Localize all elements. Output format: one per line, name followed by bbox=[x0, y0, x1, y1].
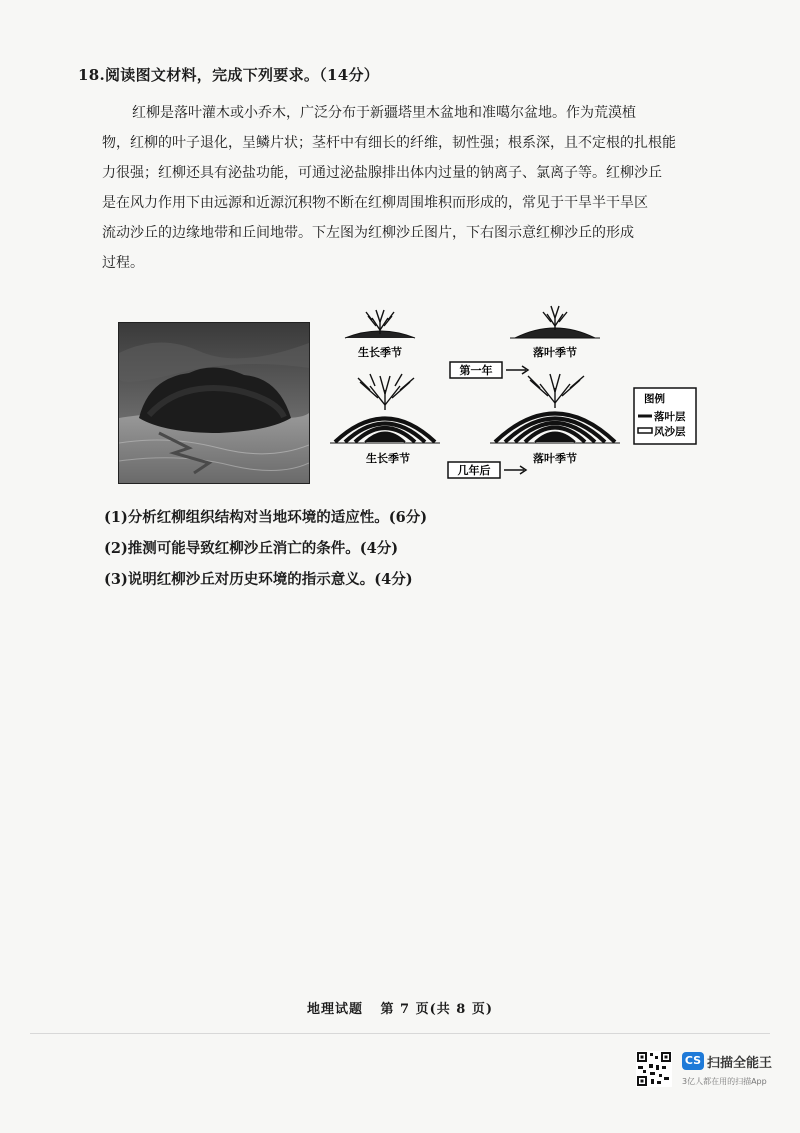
label-growing-season-bottom: 生长季节 bbox=[366, 452, 410, 465]
passage bbox=[102, 98, 722, 278]
years-later-growing-sketch bbox=[330, 374, 440, 443]
sub-question-1: (1)分析红柳组织结构对当地环境的适应性。(6分) bbox=[104, 509, 428, 526]
label-fall-season-bottom: 落叶季节 bbox=[533, 452, 577, 465]
footer-page-number: 第 7 页(共 8 页) bbox=[380, 1002, 494, 1017]
tamarisk-dune-photo bbox=[118, 322, 310, 484]
label-fall-season-top: 落叶季节 bbox=[533, 346, 577, 359]
legend-sand-layer-swatch bbox=[638, 428, 652, 433]
years-later-fall-sketch bbox=[490, 374, 620, 443]
passage-line-2: 物，红柳的叶子退化，呈鳞片状；茎杆中有细长的纤维，韧性强；根系深，且不定根的扎根能 bbox=[102, 135, 676, 151]
first-year-fall-sketch bbox=[510, 306, 600, 338]
dune-formation-diagram bbox=[330, 290, 710, 485]
legend bbox=[634, 388, 696, 444]
camscanner-slogan: 3亿人都在用的扫描App bbox=[682, 1077, 767, 1086]
passage-line-4: 是在风力作用下由远源和近源沉积物不断在红柳周围堆积而形成的，常见于干旱半干旱区 bbox=[102, 195, 648, 211]
footer-divider bbox=[30, 1033, 770, 1034]
passage-line-3: 力很强；红柳还具有泌盐功能，可通过泌盐腺排出体内过量的钠离子、氯离子等。红柳沙丘 bbox=[102, 165, 662, 181]
question-title: 18.阅读图文材料，完成下列要求。（14分） bbox=[78, 66, 380, 84]
legend-leaf-layer: 落叶层 bbox=[654, 411, 686, 423]
label-years-later: 几年后 bbox=[457, 464, 491, 477]
label-growing-season-top: 生长季节 bbox=[358, 346, 402, 359]
legend-sand-layer: 风沙层 bbox=[654, 426, 686, 438]
label-first-year: 第一年 bbox=[459, 364, 493, 377]
passage-line-6: 过程。 bbox=[102, 255, 144, 271]
camscanner-app-name: 扫描全能王 bbox=[707, 1056, 773, 1071]
passage-line-1: 红柳是落叶灌木或小乔木，广泛分布于新疆塔里木盆地和准噶尔盆地。作为荒漠植 bbox=[132, 105, 636, 121]
passage-line-5: 流动沙丘的边缘地带和丘间地带。下左图为红柳沙丘图片，下右图示意红柳沙丘的形成 bbox=[102, 225, 634, 241]
sub-question-2: (2)推测可能导致红柳沙丘消亡的条件。(4分) bbox=[104, 540, 399, 557]
page-footer bbox=[0, 998, 800, 1017]
legend-title: 图例 bbox=[644, 393, 665, 405]
sub-question-3: (3)说明红柳沙丘对历史环境的指示意义。(4分) bbox=[104, 571, 413, 588]
footer-subject: 地理试题 bbox=[306, 1002, 363, 1017]
first-year-growing-sketch bbox=[345, 310, 415, 338]
qr-code-icon bbox=[636, 1051, 672, 1087]
camscanner-logo-icon: CS bbox=[682, 1052, 704, 1070]
